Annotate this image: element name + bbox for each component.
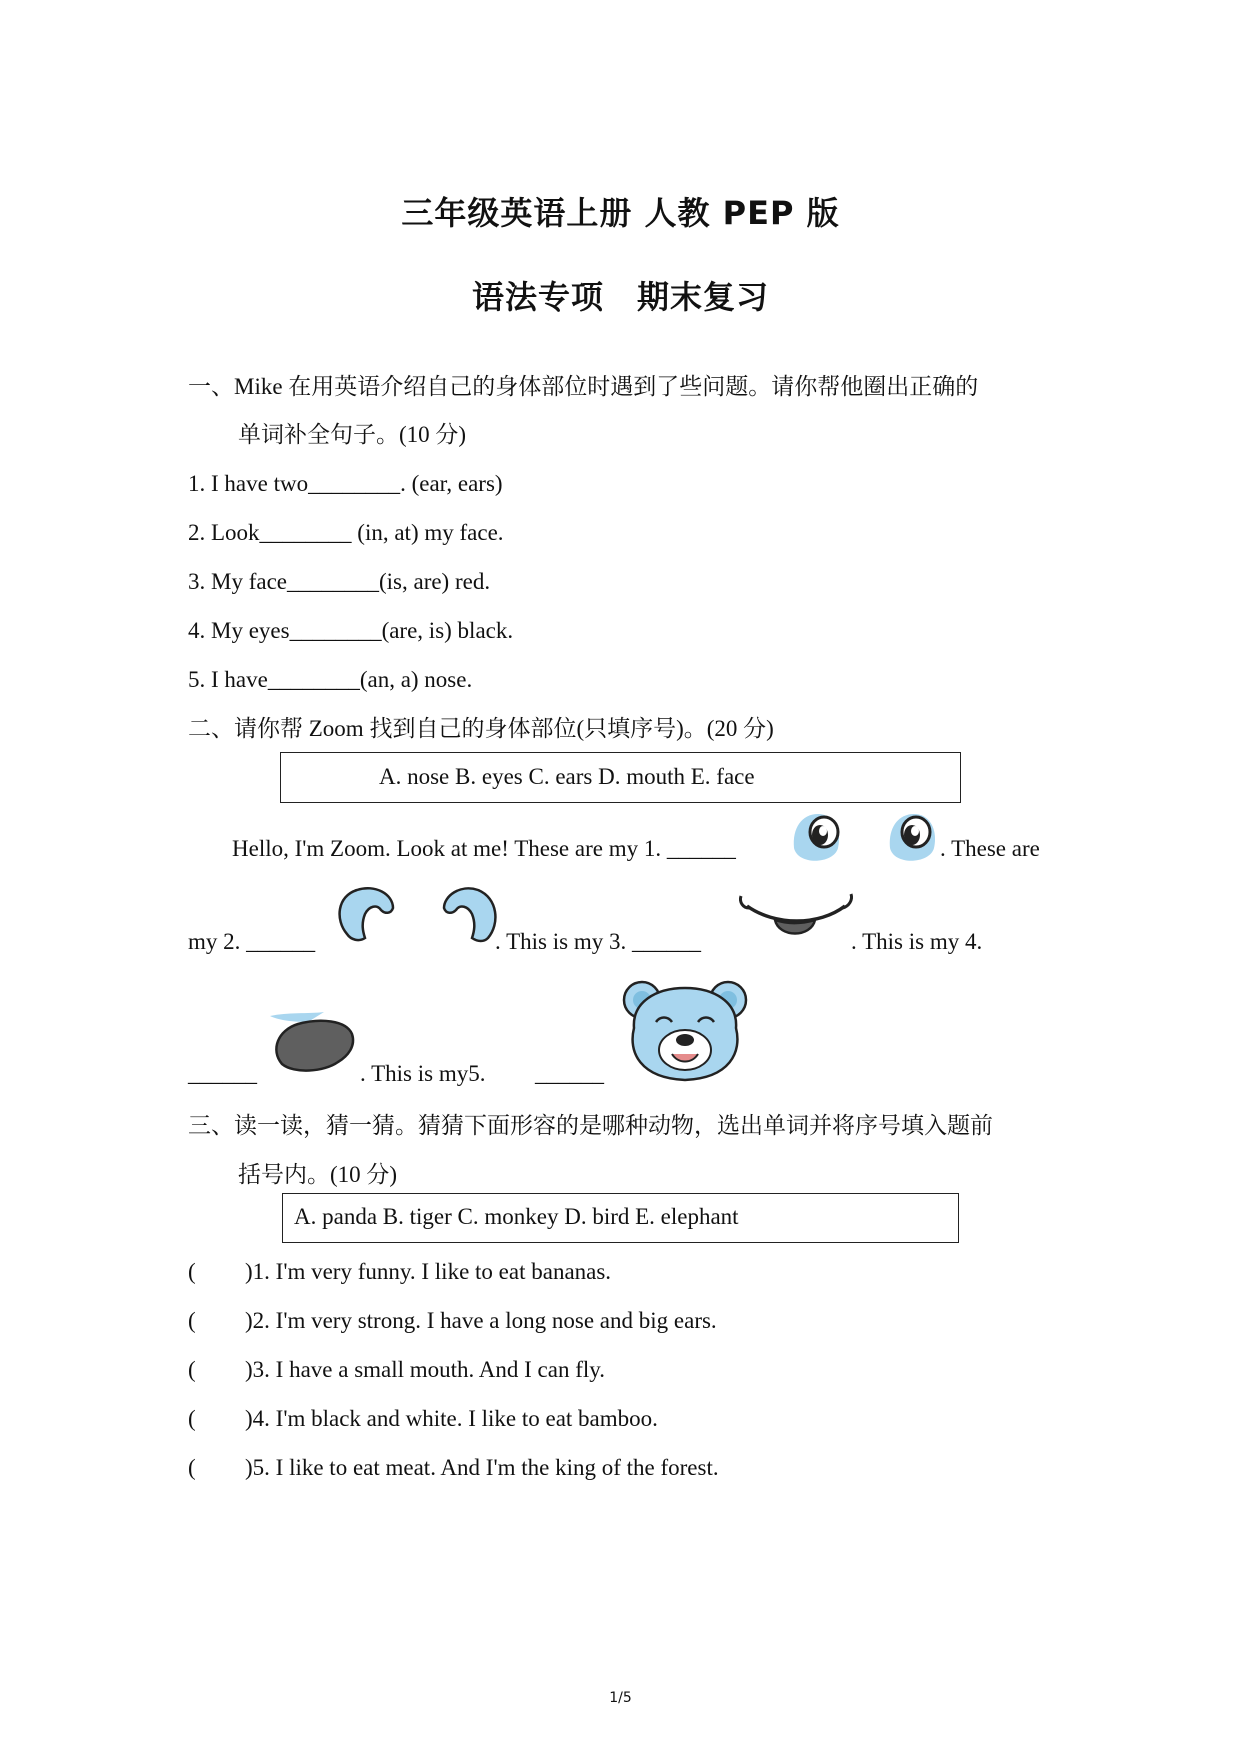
ear-icon [444,888,495,941]
section3-instruction-cont: 括号内。(10 分) [238,1162,398,1187]
nose-picture [268,1010,358,1078]
bear-face-icon [624,982,746,1080]
mouth-icon [740,894,851,934]
eye-icon [890,814,935,861]
section1-instruction: 一、Mike 在用英语介绍自己的身体部位时遇到了些问题。请你帮他圈出正确的 [188,374,979,399]
section3-word-options: A. panda B. tiger C. monkey D. bird E. elephant [294,1204,739,1229]
answer-paren-open: ( [188,1357,196,1382]
section3-instruction: 三、读一读，猜一猜。猜猜下面形容的是哪种动物，选出单词并将序号填入题前 [188,1113,993,1138]
section2-text-line3-blank: ______ [535,1061,604,1086]
section2-instruction: 二、请你帮 Zoom 找到自己的身体部位(只填序号)。(20 分) [188,716,774,741]
page-number: 1/5 [609,1690,632,1706]
page-subtitle: 语法专项 期末复习 [471,278,769,316]
eye-icon [794,814,839,861]
answer-paren-open: ( [188,1455,196,1480]
section3-item: )5. I like to eat meat. And I'm the king of the forest. [245,1455,719,1480]
bear-face-picture [620,978,750,1084]
section1-item: 4. My eyes________(are, is) black. [188,618,514,643]
section2-text-line1: Hello, I'm Zoom. Look at me! These are my 1. ______ [232,836,736,861]
section1-instruction-cont: 单词补全句子。(10 分) [238,422,467,447]
answer-paren-open: ( [188,1259,196,1284]
section2-word-options: A. nose B. eyes C. ears D. mouth E. face [379,764,755,789]
page-title: 三年级英语上册 人教 PEP 版 [401,194,840,232]
section3-item: )1. I'm very funny. I like to eat bananas. [245,1259,612,1284]
ear-picture [335,884,500,950]
section3-item: )3. I have a small mouth. And I can fly. [245,1357,606,1382]
answer-paren-open: ( [188,1406,196,1431]
section2-text-line3-mid: . This is my5. [360,1061,486,1086]
section1-item: 2. Look________ (in, at) my face. [188,520,504,545]
section3-item: )2. I'm very strong. I have a long nose and big ears. [245,1308,717,1333]
mouth-picture [735,886,857,948]
nose-icon [270,1012,353,1071]
answer-paren-open: ( [188,1308,196,1333]
section3-item: )4. I'm black and white. I like to eat bamboo. [245,1406,658,1431]
section2-text-line1-end: . These are [940,836,1040,861]
section2-text-line2-mid: . This is my 3. ______ [495,929,701,954]
section2-text-line3: ______ [188,1061,257,1086]
section1-item: 3. My face________(is, are) red. [188,569,491,594]
section1-item: 5. I have________(an, a) nose. [188,667,473,692]
section2-text-line2-end: . This is my 4. [851,929,983,954]
ear-icon [340,888,393,940]
section2-text-line2: my 2. ______ [188,929,316,954]
section1-item: 1. I have two________. (ear, ears) [188,471,503,496]
eye-picture [790,808,940,870]
